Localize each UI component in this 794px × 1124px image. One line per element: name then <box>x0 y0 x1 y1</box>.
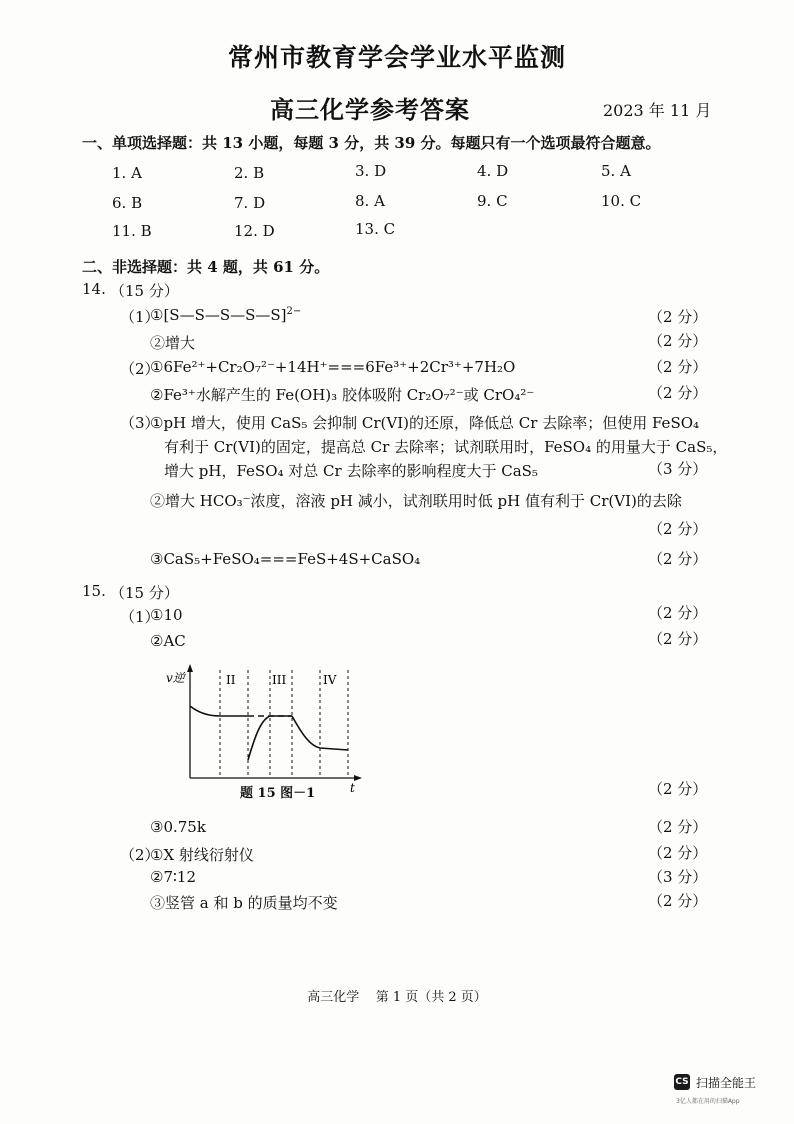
q15-p2-answer3: ③竖管 a 和 b 的质量均不变 <box>150 894 338 912</box>
q14-p1-score1: （2 分） <box>648 308 708 326</box>
mc-answer-2: 2. B <box>234 164 265 182</box>
q15-p1-answer2: ②AC <box>150 632 186 650</box>
q14-p3-answer1-line2: 有利于 Cr(VI)的固定，提高总 Cr 去除率；试剂联用时，FeSO₄ 的用量大于 CaS₅， <box>164 438 728 456</box>
curve-segment-1 <box>190 706 248 716</box>
q14-p2-label: （2） <box>120 360 160 378</box>
region-label-3: III <box>272 673 287 687</box>
region-label-2: II <box>226 673 236 687</box>
mc-answer-10: 10. C <box>601 192 642 210</box>
mc-answer-13: 13. C <box>355 220 396 238</box>
q15-label: 15. <box>82 582 106 600</box>
q14-p3-answer3: ③CaS₅+FeSO₄===FeS+4S+CaSO₄ <box>150 550 421 568</box>
q15-p1-score2: （2 分） <box>648 630 708 648</box>
mc-answer-7: 7. D <box>234 194 266 212</box>
q15-p1-score1: （2 分） <box>648 604 708 622</box>
q14-p1-answer1 <box>150 306 301 324</box>
q15-p2-score3: （2 分） <box>648 892 708 910</box>
y-axis-arrow-icon <box>187 664 193 672</box>
rate-time-graph <box>160 660 370 800</box>
y-axis-label: v逆 <box>166 671 185 685</box>
mc-answer-9: 9. C <box>477 192 508 210</box>
q14-p1-answer1-text: ①[S—S—S—S—S] <box>150 306 287 324</box>
q15-p1-answer1: ①10 <box>150 606 183 624</box>
q15-p2-answer2: ②7∶12 <box>150 868 196 886</box>
document-subtitle: 高三化学参考答案 <box>270 95 470 124</box>
q14-p1-score2: （2 分） <box>648 332 708 350</box>
x-axis-arrow-icon <box>354 775 362 781</box>
mc-answer-8: 8. A <box>355 192 385 210</box>
mc-answer-1: 1. A <box>112 164 142 182</box>
mc-answer-5: 5. A <box>601 162 631 180</box>
section1-heading: 一、单项选择题：共 13 小题，每题 3 分，共 39 分。每题只有一个选项最符合题意。 <box>82 134 661 152</box>
q14-p3-score1: （3 分） <box>648 460 708 478</box>
q14-p3-score2: （2 分） <box>648 520 708 538</box>
q14-p1-answer2: ②增大 <box>150 334 196 352</box>
q14-p2-answer1: ①6Fe²⁺+Cr₂O₇²⁻+14H⁺===6Fe³⁺+2Cr³⁺+7H₂O <box>150 358 516 376</box>
mc-answer-11: 11. B <box>112 222 152 240</box>
page-footer: 高三化学 第 1 页（共 2 页） <box>307 990 487 1005</box>
q15-p1-score3: （2 分） <box>648 818 708 836</box>
q15-p2-answer1: ①X 射线衍射仪 <box>150 846 254 864</box>
q15-points: （15 分） <box>110 584 179 602</box>
figure-caption: 题 15 图－1 <box>240 786 316 801</box>
q14-p3-score3: （2 分） <box>648 550 708 568</box>
camscanner-tagline: 3亿人都在用的扫描App <box>676 1098 740 1105</box>
q14-label: 14. <box>82 280 106 298</box>
document-date: 2023 年 11 月 <box>603 101 712 120</box>
q15-p2-score2: （3 分） <box>648 868 708 886</box>
q15-p2-label: （2） <box>120 846 160 864</box>
q14-p3-answer2: ②增大 HCO₃⁻浓度，溶液 pH 减小，试剂联用时低 pH 值有利于 Cr(VI)的去除 <box>150 492 682 510</box>
camscanner-name: 扫描全能王 <box>696 1076 757 1090</box>
q14-p3-label: （3） <box>120 414 160 432</box>
mc-answer-4: 4. D <box>477 162 509 180</box>
q15-p1-label: （1） <box>120 608 160 626</box>
mc-answer-3: 3. D <box>355 162 387 180</box>
mc-answer-12: 12. D <box>234 222 275 240</box>
q14-p3-answer1-line1: ①pH 增大，使用 CaS₅ 会抑制 Cr(VI)的还原，降低总 Cr 去除率；但使用 FeSO₄ <box>150 414 700 432</box>
q14-p3-answer1-line3: 增大 pH，FeSO₄ 对总 Cr 去除率的影响程度大于 CaS₅ <box>164 462 538 480</box>
section2-heading: 二、非选择题：共 4 题，共 61 分。 <box>82 258 330 276</box>
q14-p1-answer1-charge: 2− <box>286 306 302 317</box>
q14-points: （15 分） <box>110 282 179 300</box>
q14-p1-label: （1） <box>120 308 160 326</box>
q15-p2-score1: （2 分） <box>648 844 708 862</box>
q14-p2-answer2: ②Fe³⁺水解产生的 Fe(OH)₃ 胶体吸附 Cr₂O₇²⁻或 CrO₄²⁻ <box>150 386 535 404</box>
camscanner-logo-icon: CS <box>674 1074 690 1090</box>
x-axis-label: t <box>350 781 355 795</box>
q15-p1-answer3: ③0.75k <box>150 818 206 836</box>
q14-p2-score1: （2 分） <box>648 358 708 376</box>
q15-graph-score: （2 分） <box>648 780 708 798</box>
mc-answer-6: 6. B <box>112 194 143 212</box>
region-label-4: IV <box>323 673 337 687</box>
document-title: 常州市教育学会学业水平监测 <box>227 43 566 72</box>
q14-p2-score2: （2 分） <box>648 384 708 402</box>
